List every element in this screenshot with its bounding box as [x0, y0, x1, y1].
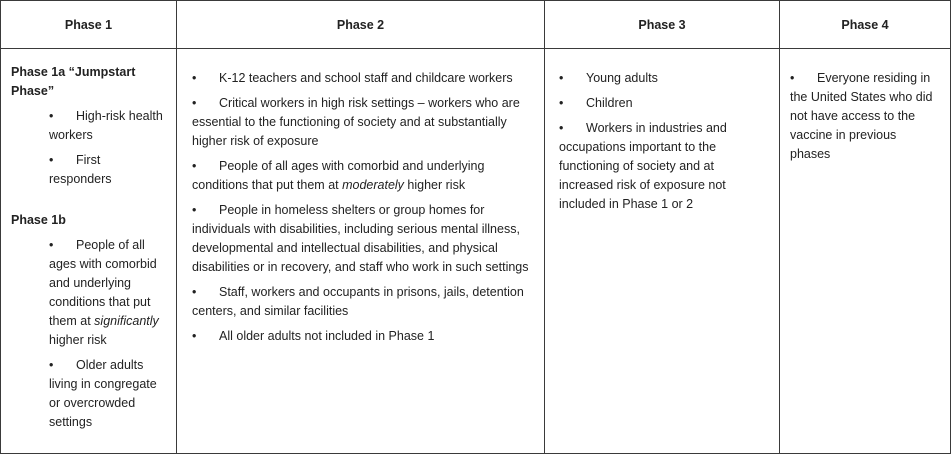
phase-3-list — [559, 69, 769, 214]
bullet-icon: • — [559, 121, 564, 135]
list-item: • K-12 teachers and school staff and childcare workers — [192, 69, 532, 88]
list-item: • First responders — [49, 153, 112, 186]
list-item: • Children — [559, 94, 769, 113]
list-item: • People in homeless shelters or group homes for individuals with disabilities, including serious mental illness, developmental and intellectual disabilities, and physical disabilities or in recovery, and staff who work in such settings — [192, 203, 529, 274]
list-item: • People of all ages with comorbid and underlying conditions that put them at significantly higher risk — [49, 238, 159, 347]
phase-1b-list — [11, 236, 166, 432]
phase-4-list — [790, 69, 940, 164]
phase-3-cell — [545, 49, 780, 454]
header-phase-3: Phase 3 — [545, 1, 780, 49]
list-item: • Older adults living in congregate or overcrowded settings — [49, 358, 157, 429]
bullet-icon: • — [790, 71, 795, 85]
list-item: • Young adults — [559, 69, 769, 88]
list-item: • Critical workers in high risk settings – workers who are essential to the functioning of society and at substantially higher risk of exposure — [192, 96, 520, 148]
bullet-icon: • — [49, 238, 54, 252]
list-item: • Staff, workers and occupants in prisons, jails, detention centers, and similar facilities — [192, 285, 524, 318]
phase-2-list — [192, 69, 532, 346]
header-phase-2: Phase 2 — [177, 1, 545, 49]
list-item: • People of all ages with comorbid and underlying conditions that put them at moderately higher risk — [192, 159, 485, 192]
phase-1a-list — [11, 107, 166, 189]
header-row — [1, 1, 951, 49]
phase-1a-title: Phase 1a “Jumpstart Phase” — [11, 65, 136, 98]
header-phase-4: Phase 4 — [780, 1, 951, 49]
bullet-icon: • — [192, 159, 197, 173]
bullet-icon: • — [192, 71, 197, 85]
content-row — [1, 49, 951, 454]
bullet-icon: • — [49, 153, 54, 167]
bullet-icon: • — [192, 329, 197, 343]
bullet-icon: • — [559, 71, 564, 85]
bullet-icon: • — [49, 109, 54, 123]
bullet-icon: • — [192, 203, 197, 217]
bullet-icon: • — [192, 96, 197, 110]
list-item: • Workers in industries and occupations important to the functioning of society and at increased risk of exposure not included in Phase 1 or 2 — [559, 121, 727, 211]
bullet-icon: • — [192, 285, 197, 299]
bullet-icon: • — [559, 96, 564, 110]
phase-1b-title: Phase 1b — [11, 213, 66, 227]
list-item: • All older adults not included in Phase 1 — [192, 327, 532, 346]
phase-1-cell — [1, 49, 177, 454]
list-item: • High-risk health workers — [49, 109, 163, 142]
header-phase-1: Phase 1 — [1, 1, 177, 49]
bullet-icon: • — [49, 358, 54, 372]
phase-4-cell — [780, 49, 951, 454]
phase-2-cell — [177, 49, 545, 454]
list-item: • Everyone residing in the United States who did not have access to the vaccine in previous phases — [790, 71, 933, 161]
